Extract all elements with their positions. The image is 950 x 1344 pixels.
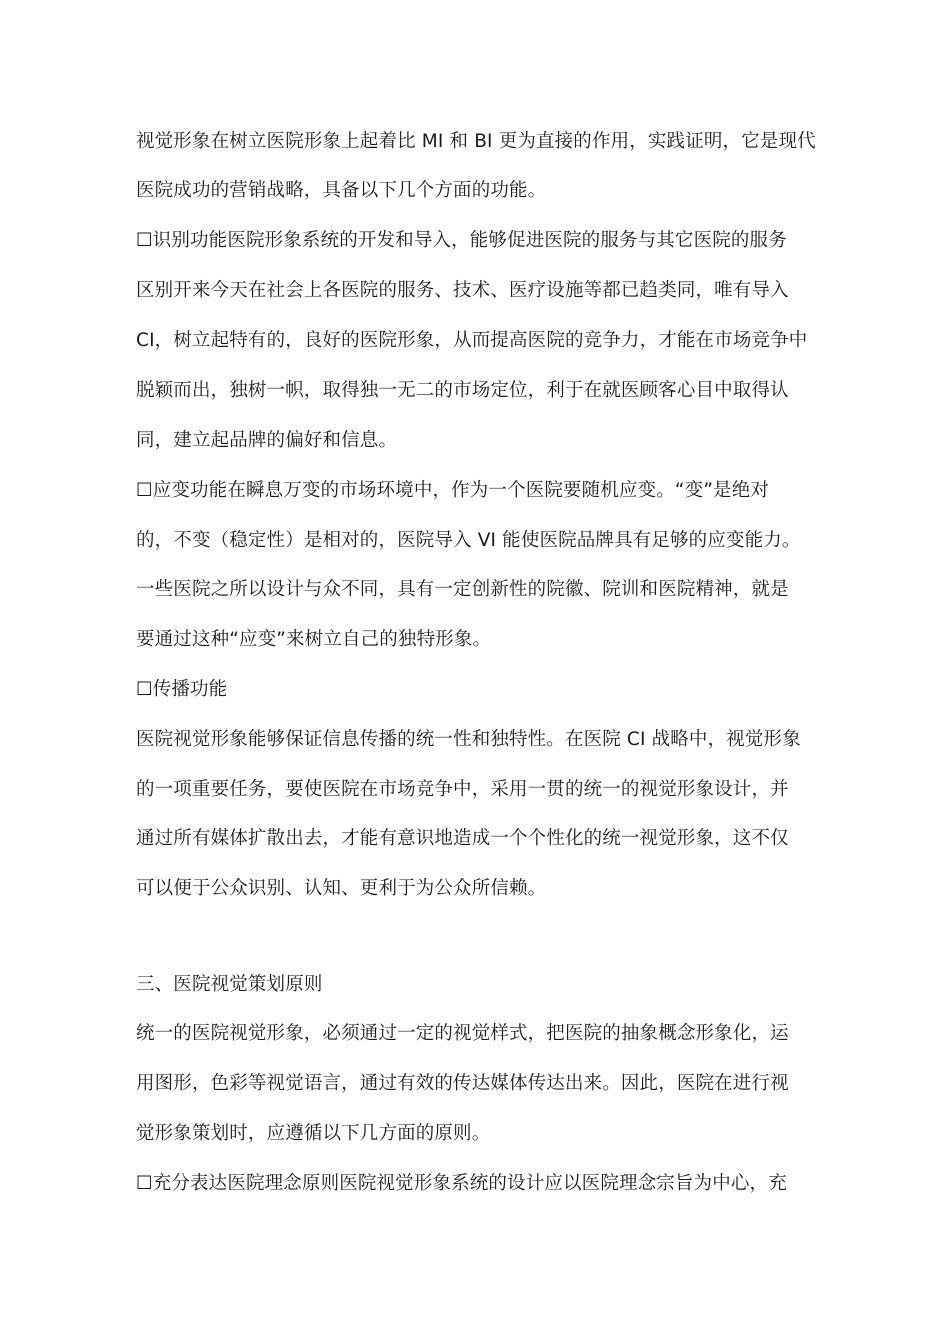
- text-line: 视觉形象在树立医院形象上起着比 MI 和 BI 更为直接的作用，实践证明，它是现代: [136, 131, 816, 152]
- text-line: 用图形，色彩等视觉语言，通过有效的传达媒体传达出来。因此，医院在进行视: [136, 1073, 789, 1094]
- text-line: 医院视觉形象能够保证信息传播的统一性和独特性。在医院 CI 战略中，视觉形象: [136, 729, 801, 750]
- text-line: 的一项重要任务，要使医院在市场竞争中，采用一贯的统一的视觉形象设计，并: [136, 779, 789, 800]
- text-line: 通过所有媒体扩散出去，才能有意识地造成一个个性化的统一视觉形象，这不仅: [136, 828, 789, 849]
- text-line: 同，建立起品牌的偏好和信息。: [136, 430, 398, 451]
- text-line: ☐充分表达医院理念原则医院视觉形象系统的设计应以医院理念宗旨为中心，充: [136, 1173, 787, 1194]
- text-line: 统一的医院视觉形象，必须通过一定的视觉样式，把医院的抽象概念形象化，运: [136, 1023, 789, 1044]
- text-line: 的，不变（稳定性）是相对的，医院导入 VI 能使医院品牌具有足够的应变能力。: [136, 530, 801, 551]
- text-line: 一些医院之所以设计与众不同，具有一定创新性的院徽、院训和医院精神，就是: [136, 579, 789, 600]
- text-line: ☐应变功能在瞬息万变的市场环境中，作为一个医院要随机应变。“变”是绝对: [136, 480, 770, 501]
- section-heading: 三、医院视觉策划原则: [136, 974, 323, 995]
- text-line: 可以便于公众识别、认知、更利于为公众所信赖。: [136, 878, 547, 899]
- text-line: 脱颖而出，独树一帜，取得独一无二的市场定位，利于在就医顾客心目中取得认: [136, 380, 789, 401]
- text-line: ☐传播功能: [136, 679, 228, 700]
- text-line: CI，树立起特有的，良好的医院形象，从而提高医院的竞争力，才能在市场竞争中: [136, 330, 808, 351]
- text-line: 要通过这种“应变”来树立自己的独特形象。: [136, 629, 492, 650]
- text-line: 医院成功的营销战略，具备以下几个方面的功能。: [136, 180, 547, 201]
- text-line: 区别开来今天在社会上各医院的服务、技术、医疗设施等都已趋类同，唯有导入: [136, 280, 789, 301]
- text-line: 觉形象策划时，应遵循以下几方面的原则。: [136, 1123, 491, 1144]
- text-line: ☐识别功能医院形象系统的开发和导入，能够促进医院的服务与其它医院的服务: [136, 230, 787, 251]
